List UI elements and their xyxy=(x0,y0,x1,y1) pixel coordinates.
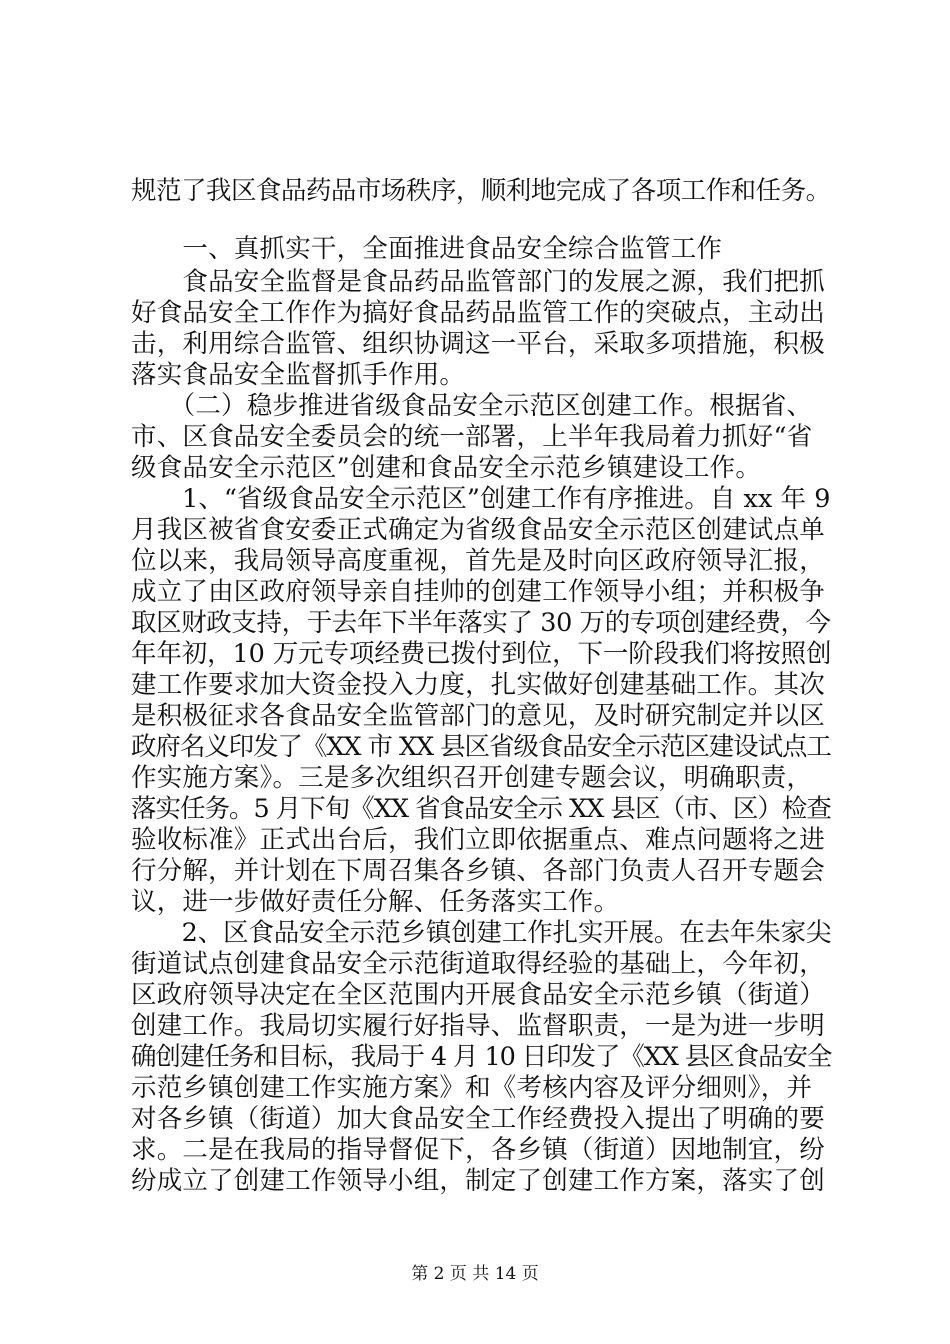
text-line: 创建工作。我局切实履行好指导、监督职责，一是为进一步明 xyxy=(131,1011,825,1041)
text-line: 落实任务。5 月下旬《XX 省食品安全示 XX 县区（市、区）检查 xyxy=(131,794,831,824)
page-number-footer: 第 2 页 共 14 页 xyxy=(411,1264,539,1284)
text-line: 取区财政支持，于去年下半年落实了 30 万的专项创建经费，今 xyxy=(131,608,831,638)
text-line: 是积极征求各食品安全监管部门的意见，及时研究制定并以区 xyxy=(131,701,825,731)
text-line: 确创建任务和目标，我局于 4 月 10 日印发了《XX 县区食品安全 xyxy=(131,1042,832,1072)
text-line: 成立了由区政府领导亲自挂帅的创建工作领导小组；并积极争 xyxy=(131,577,825,607)
text-line: 区政府领导决定在全区范围内开展食品安全示范乡镇（街道） xyxy=(131,980,825,1010)
text-line: 求。二是在我局的指导督促下，各乡镇（街道）因地制宜，纷 xyxy=(131,1135,825,1165)
text-line: 验收标准》正式出台后，我们立即依据重点、难点问题将之进 xyxy=(131,825,825,855)
text-line: 议，进一步做好责任分解、任务落实工作。 xyxy=(131,887,620,917)
text-line: 年年初，10 万元专项经费已拨付到位，下一阶段我们将按照创 xyxy=(131,639,832,669)
text-line: （二）稳步推进省级食品安全示范区创建工作。根据省、 xyxy=(131,391,813,421)
text-line: 街道试点创建食品安全示范街道取得经验的基础上，今年初， xyxy=(131,949,825,979)
text-line: 位以来，我局领导高度重视，首先是及时向区政府领导汇报， xyxy=(131,546,825,576)
text-line: 政府名义印发了《XX 市 XX 县区省级食品安全示范区建设试点工 xyxy=(131,732,831,762)
text-line: 好食品安全工作作为搞好食品药品监管工作的突破点，主动出 xyxy=(131,298,825,328)
text-line: 1、“省级食品安全示范区”创建工作有序推进。自 xx 年 9 xyxy=(131,484,831,514)
text-line: 建工作要求加大资金投入力度，扎实做好创建基础工作。其次 xyxy=(131,670,825,700)
text-line: 纷成立了创建工作领导小组，制定了创建工作方案，落实了创 xyxy=(131,1166,825,1196)
text-line: 月我区被省食安委正式确定为省级食品安全示范区创建试点单 xyxy=(131,515,825,545)
text-line: 落实食品安全监督抓手作用。 xyxy=(131,360,466,390)
text-line: 行分解，并计划在下周召集各乡镇、各部门负责人召开专题会 xyxy=(131,856,825,886)
text-line: 2、区食品安全示范乡镇创建工作扎实开展。在去年朱家尖 xyxy=(131,918,832,948)
text-line: 市、区食品安全委员会的统一部署，上半年我局着力抓好“省 xyxy=(131,422,813,452)
text-line: 作实施方案》。三是多次组织召开创建专题会议，明确职责， xyxy=(131,763,813,793)
text-line: 对各乡镇（街道）加大食品安全工作经费投入提出了明确的要 xyxy=(131,1104,825,1134)
text-line: 规范了我区食品药品市场秩序，顺利地完成了各项工作和任务。 xyxy=(131,176,831,206)
text-line: 级食品安全示范区”创建和食品安全示范乡镇建设工作。 xyxy=(131,453,762,483)
text-line: 示范乡镇创建工作实施方案》和《考核内容及评分细则》，并 xyxy=(131,1073,813,1103)
text-line: 击，利用综合监管、组织协调这一平台，采取多项措施，积极 xyxy=(131,329,825,359)
text-line: 食品安全监督是食品药品监管部门的发展之源，我们把抓 xyxy=(131,267,825,297)
section-heading: 一、真抓实干，全面推进食品安全综合监管工作 xyxy=(131,234,723,264)
